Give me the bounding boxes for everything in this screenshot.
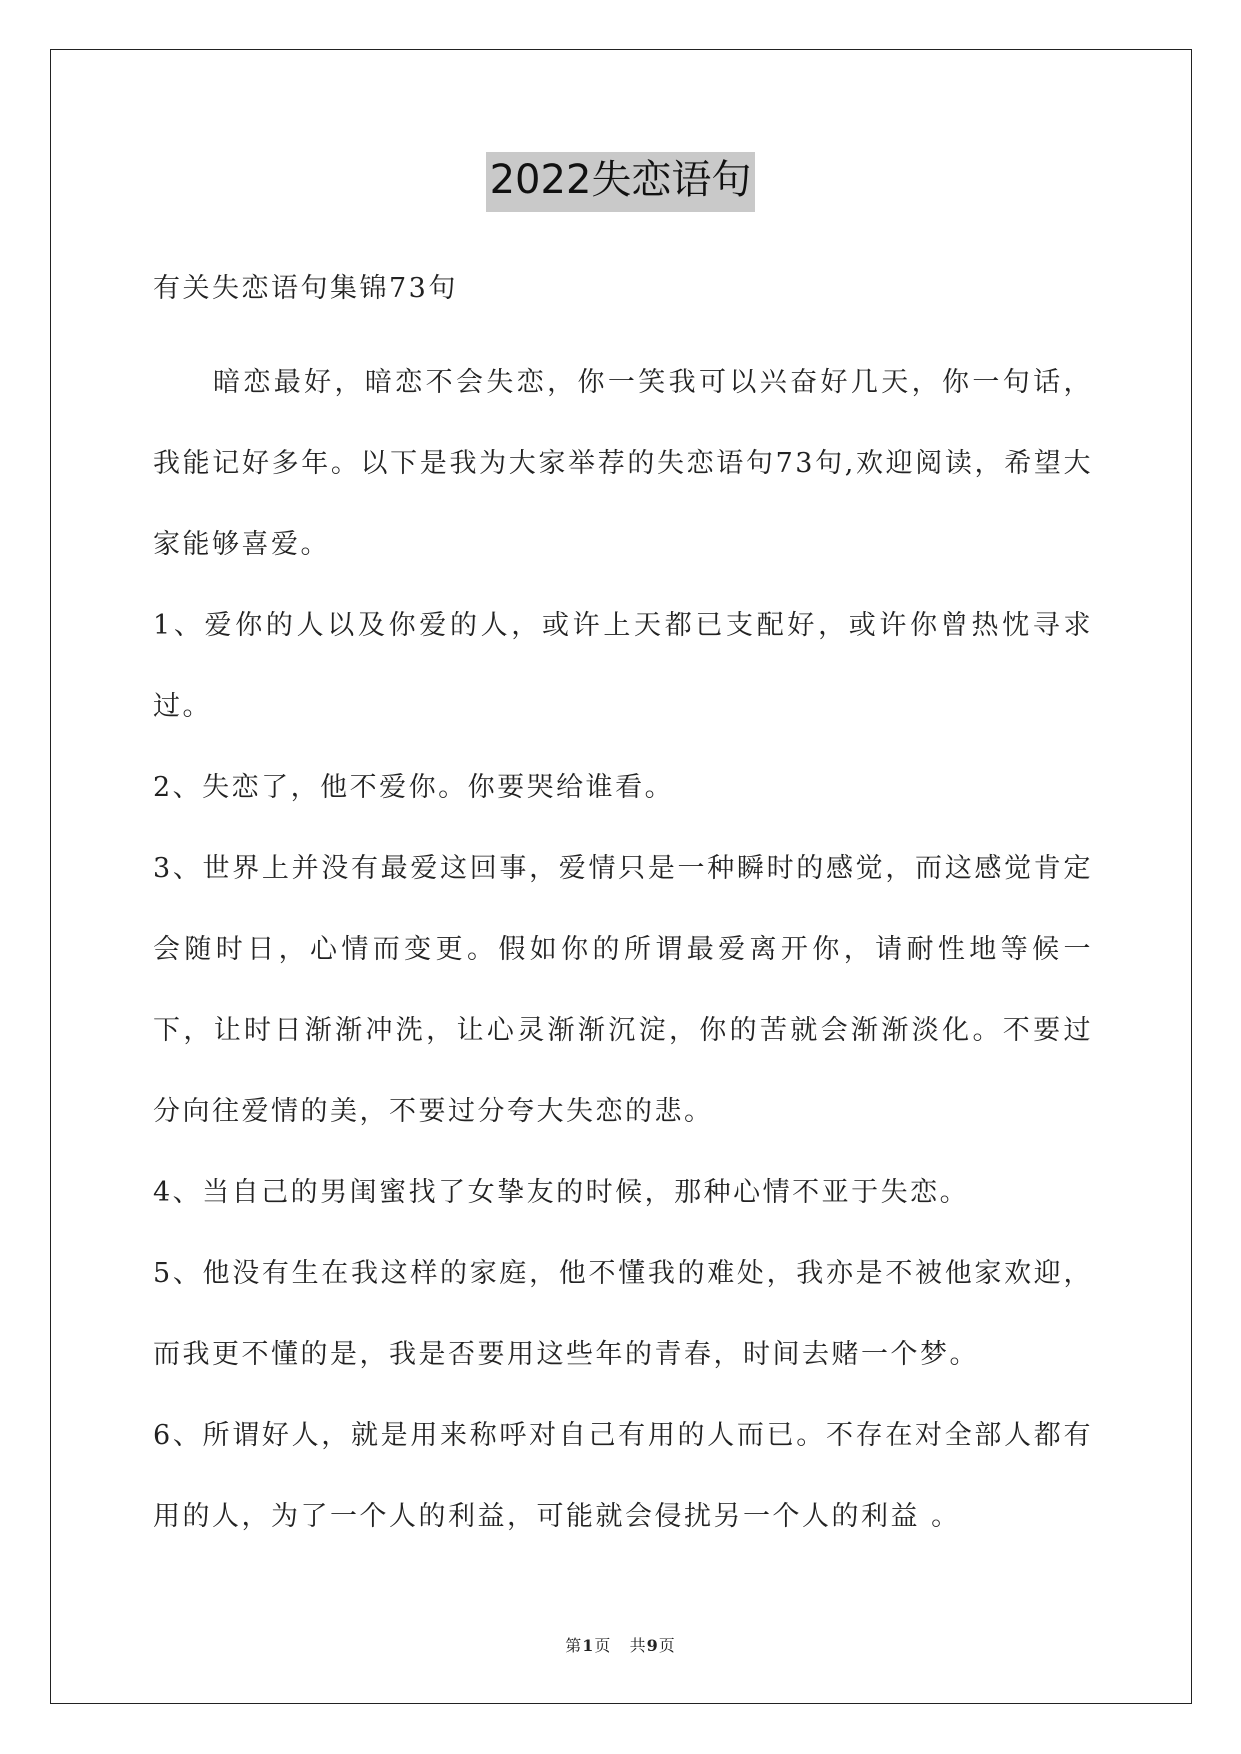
list-item: 6、所谓好人，就是用来称呼对自己有用的人而已。不存在对全部人都有用的人，为了一个人的利益，可能就会侵扰另一个人的利益 。 (153, 1420, 1093, 1532)
footer-middle: 页 共 (594, 1636, 647, 1655)
title-container (0, 152, 1241, 212)
list-item: 3、世界上并没有最爱这回事，爱情只是一种瞬时的感觉，而这感觉肯定会随时日，心情而变更。假如你的所谓最爱离开你，请耐性地等候一下，让时日渐渐冲洗，让心灵渐渐沉淀，你的苦就会渐渐淡化。不要过分向往爱情的美，不要过分夸大失恋的悲。 (153, 853, 1093, 1127)
list-item: 1、爱你的人以及你爱的人，或许上天都已支配好，或许你曾热忱寻求过。 (153, 610, 1093, 722)
footer-suffix: 页 (658, 1636, 676, 1655)
list-item: 4、当自己的男闺蜜找了女挚友的时候，那种心情不亚于失恋。 (153, 1177, 970, 1208)
document-subtitle: 有关失恋语句集锦73句 (153, 273, 458, 304)
current-page-number: 1 (582, 1636, 595, 1655)
document-body (153, 262, 1093, 1557)
document-title: 2022失恋语句 (486, 152, 756, 212)
list-item: 5、他没有生在我这样的家庭，他不懂我的难处，我亦是不被他家欢迎，而我更不懂的是，我是否要用这些年的青春，时间去赌一个梦。 (153, 1258, 1093, 1370)
intro-paragraph: 暗恋最好，暗恋不会失恋，你一笑我可以兴奋好几天，你一句话，我能记好多年。以下是我为大家举荐的失恋语句73句,欢迎阅读，希望大家能够喜爱。 (153, 367, 1093, 560)
page-footer (0, 1633, 1241, 1656)
footer-prefix: 第 (565, 1636, 583, 1655)
total-pages-number: 9 (646, 1636, 659, 1655)
list-item: 2、失恋了，他不爱你。你要哭给谁看。 (153, 772, 675, 803)
